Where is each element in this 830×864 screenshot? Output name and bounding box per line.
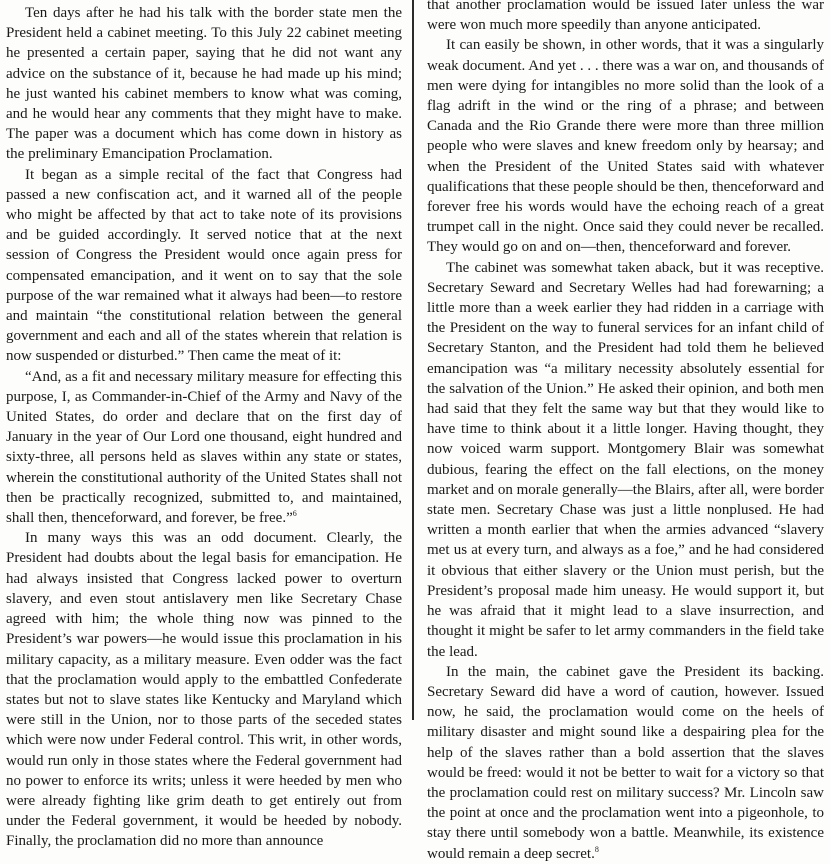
right-continuation: that another proclamation would be issued later unless the war were won much more speedily than anyone anticipated. <box>427 0 824 34</box>
footnote-mark: 6 <box>292 509 297 519</box>
footnote-mark: 8 <box>594 844 599 854</box>
left-paragraph-3-quote <box>6 367 402 529</box>
right-paragraph-3 <box>427 662 824 864</box>
left-paragraph-1: Ten days after he had his talk with the border state men the President held a cabinet meeting. To this July 22 cabinet meeting he presented a certain paper, saying that he did not want any advice on the substance of it, because he had made up his mind; he just wanted his cabinet members to know what was coming, and he would hear any comments that they might have to make. The paper was a document which has come down in history as the preliminary Emancipation Proclamation. <box>6 5 402 163</box>
left-paragraph-4: In many ways this was an odd document. Clearly, the President had doubts about the legal basis for emancipation. He had always insisted that Congress lacked power to overturn slavery, and even stout antislavery men like Secretary Chase agreed with him; the whole thing now was pinned to the President’s war powers—he would issue this proclamation in his military capacity, as a military measure. Even odder was the fact that the proclamation would apply to the embattled Confederate states but not to slave states like Kentucky and Maryland which were still in the Union, nor to those parts of the seceded states which were now under Federal control. This writ, in other words, would run only in those states where the Federal government had no power to enforce its writs; unless it were heeded by men who were already fighting like grim death to get entirely out from under the Federal government, it would be heeded by nobody. Finally, the proclamation did no more than announce <box>6 530 402 850</box>
paragraph-text: In the main, the cabinet gave the President its backing. Secretary Seward did have a word of caution, however. Issued now, he said, the proclamation would come on the heels of military disaster and might sound like a despairing plea for the help of the slaves rather than a bold assertion that the slaves would be freed: would it not be better to wait for a victory so that the proclamation could rest on military success? Mr. Lincoln saw the point at once and the proclamation went into a pigeonhole, to stay there until somebody won a battle. Meanwhile, its existence would remain a deep secret. <box>427 663 824 862</box>
quote-text: “And, as a fit and necessary military measure for effecting this purpose, I, as Commander-in-Chief of the Army and Navy of the United States, do order and declare that on the first day of January in the year of Our Lord one thousand, eight hundred and sixty-three, all persons held as slaves within any state or states, wherein the constitutional authority of the United States shall not then be practically recognized, submitted to, and maintained, shall then, thenceforward, and forever, be free.” <box>6 368 402 527</box>
left-paragraph-2: It began as a simple recital of the fact that Congress had passed a new confiscation act, and it warned all of the people who might be affected by that act to take note of its provisions and be guided accordingly. It served notice that at the next session of Congress the President would once again press for compensated emancipation, and it went on to say that the sole purpose of the war remained what it always had been—to restore and maintain “the constitutional relation between the general government and each and all of the states wherein that relation is now suspended or disturbed.” Then came the meat of it: <box>6 166 402 365</box>
page-gutter <box>412 0 414 720</box>
right-paragraph-1: It can easily be shown, in other words, that it was a singularly weak document. And yet . . . there was a war on, and thousands of men were dying for intangibles no more solid than the look of a flag adrift in the wind or the ring of a phrase; and between Canada and the Rio Grande there were more than three million people who were slaves and knew freedom only by hearsay; and when the President of the United States said with whatever qualifications that these people should be then, thenceforward and forever free his words would have the echoing reach of a great trumpet call in the night. Once said they could never be recalled. They would go on and on—then, thenceforward and forever. <box>427 37 824 256</box>
right-paragraph-2: The cabinet was somewhat taken aback, but it was receptive. Secretary Seward and Secretary Welles had had forewarning; a little more than a week earlier they had ridden in a carriage with the President on the way to funeral services for an infant child of Secretary Stanton, and the President had told them he believed emancipation was “a military necessity absolutely essential for the salvation of the Union.” He asked their opinion, and both men had said that they felt the same way but that they would like to have time to think about it a little longer. Having thought, they now voiced warm support. Montgomery Blair was somewhat dubious, fearing the effect on the fall elections, on the money market and on morale generally—the Blairs, after all, were border state men. Secretary Chase was just a little nonplused. He had written a month earlier that when the armies advanced “slavery met us at every turn, and always as a foe,” and he had considered it obvious that either slavery or the Union must perish, but the President’s proposal made him uneasy. He would support it, but he was afraid that it might lead to a slave insurrection, and thought it might be safer to let army commanders in the field take the lead. <box>427 259 824 660</box>
left-page <box>6 3 402 850</box>
right-page <box>427 0 824 862</box>
